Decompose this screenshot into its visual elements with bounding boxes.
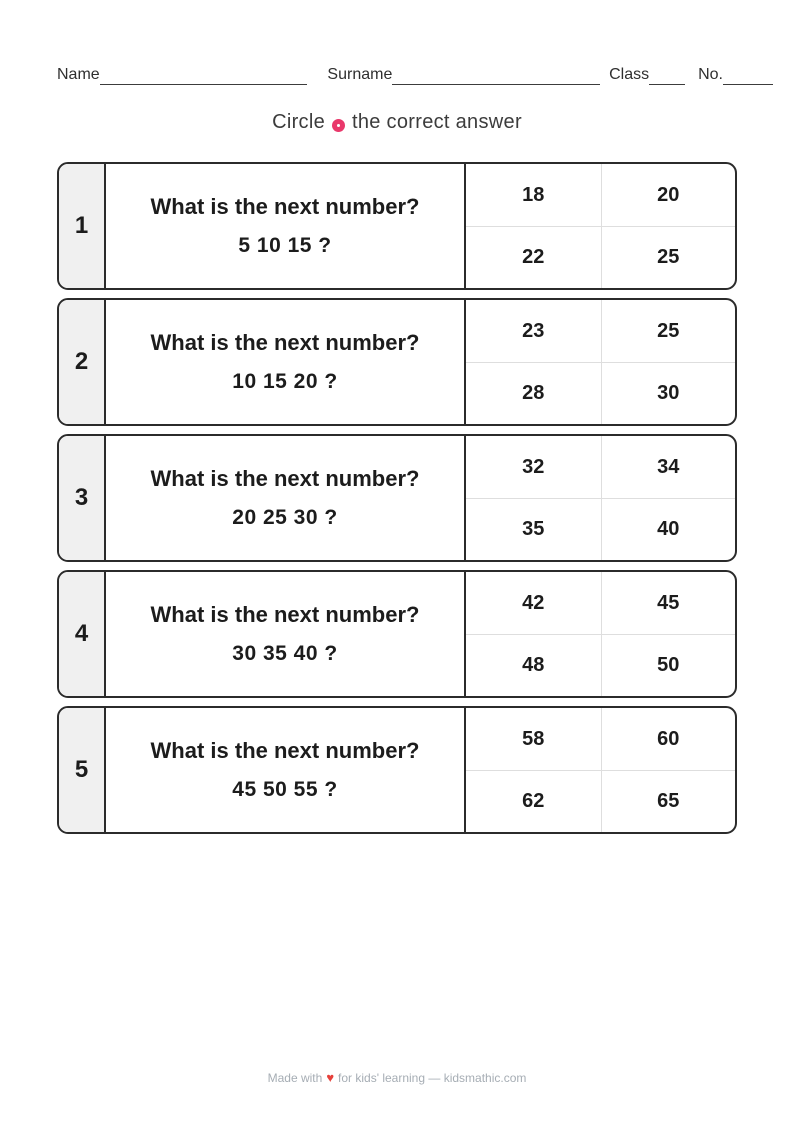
answer-option[interactable]: 18	[522, 183, 545, 206]
answer-option[interactable]: 28	[466, 362, 601, 424]
answer-grid	[464, 708, 735, 832]
question-card-3	[57, 434, 737, 562]
question-prompt: What is the next number?	[150, 194, 420, 219]
title-suffix: the correct answer	[352, 111, 522, 133]
question-card-4	[57, 570, 737, 698]
answer-option[interactable]: 48	[466, 634, 601, 696]
question-number-badge: 1	[59, 164, 106, 288]
footer	[0, 1070, 794, 1085]
name-field-line[interactable]	[100, 69, 308, 85]
answer-option[interactable]: 30	[601, 362, 736, 424]
question-sequence: 20 25 30 ?	[232, 506, 338, 529]
question-area	[106, 164, 464, 288]
answer-option[interactable]: 50	[601, 634, 736, 696]
surname-field-line[interactable]	[392, 69, 600, 85]
answer-option[interactable]: 23	[522, 319, 545, 342]
name-label: Name	[57, 66, 100, 83]
question-prompt: What is the next number?	[150, 602, 420, 627]
class-label: Class	[609, 66, 650, 83]
footer-text-after: for kids' learning — kidsmathic.com	[338, 1071, 527, 1085]
header-fields	[57, 66, 773, 85]
answer-option[interactable]: 42	[522, 591, 545, 614]
answer-option[interactable]: 32	[522, 455, 545, 478]
answer-option[interactable]: 22	[466, 226, 601, 288]
title-prefix: Circle	[272, 111, 325, 133]
class-field-line[interactable]	[649, 69, 685, 85]
answer-option[interactable]: 58	[522, 727, 545, 750]
answer-option[interactable]: 25	[601, 226, 736, 288]
question-card-2	[57, 298, 737, 426]
question-area	[106, 436, 464, 560]
answer-option[interactable]: 40	[601, 498, 736, 560]
question-number-badge: 4	[59, 572, 106, 696]
answer-option[interactable]: 34	[601, 436, 736, 498]
question-sequence: 45 50 55 ?	[232, 778, 338, 801]
question-number-badge: 3	[59, 436, 106, 560]
answer-grid	[464, 436, 735, 560]
question-number-badge: 2	[59, 300, 106, 424]
answer-grid	[464, 300, 735, 424]
answer-option[interactable]: 35	[466, 498, 601, 560]
question-sequence: 10 15 20 ?	[232, 370, 338, 393]
answer-option[interactable]: 60	[601, 708, 736, 770]
question-list	[57, 162, 737, 842]
surname-label: Surname	[327, 66, 393, 83]
answer-option[interactable]: 25	[601, 300, 736, 362]
answer-grid	[464, 572, 735, 696]
no-field-line[interactable]	[723, 69, 773, 85]
no-label: No.	[698, 66, 723, 83]
question-area	[106, 708, 464, 832]
question-prompt: What is the next number?	[150, 738, 420, 763]
circle-icon	[332, 119, 345, 132]
question-sequence: 30 35 40 ?	[232, 642, 338, 665]
footer-text-before: Made with	[267, 1071, 323, 1085]
question-sequence: 5 10 15 ?	[238, 234, 332, 257]
question-prompt: What is the next number?	[150, 330, 420, 355]
answer-option[interactable]: 20	[601, 164, 736, 226]
question-number-badge: 5	[59, 708, 106, 832]
instruction-title	[0, 111, 794, 134]
answer-option[interactable]: 65	[601, 770, 736, 832]
answer-grid	[464, 164, 735, 288]
heart-icon: ♥	[326, 1070, 335, 1085]
question-card-5	[57, 706, 737, 834]
question-card-1	[57, 162, 737, 290]
question-area	[106, 300, 464, 424]
question-prompt: What is the next number?	[150, 466, 420, 491]
question-area	[106, 572, 464, 696]
answer-option[interactable]: 45	[601, 572, 736, 634]
answer-option[interactable]: 62	[466, 770, 601, 832]
